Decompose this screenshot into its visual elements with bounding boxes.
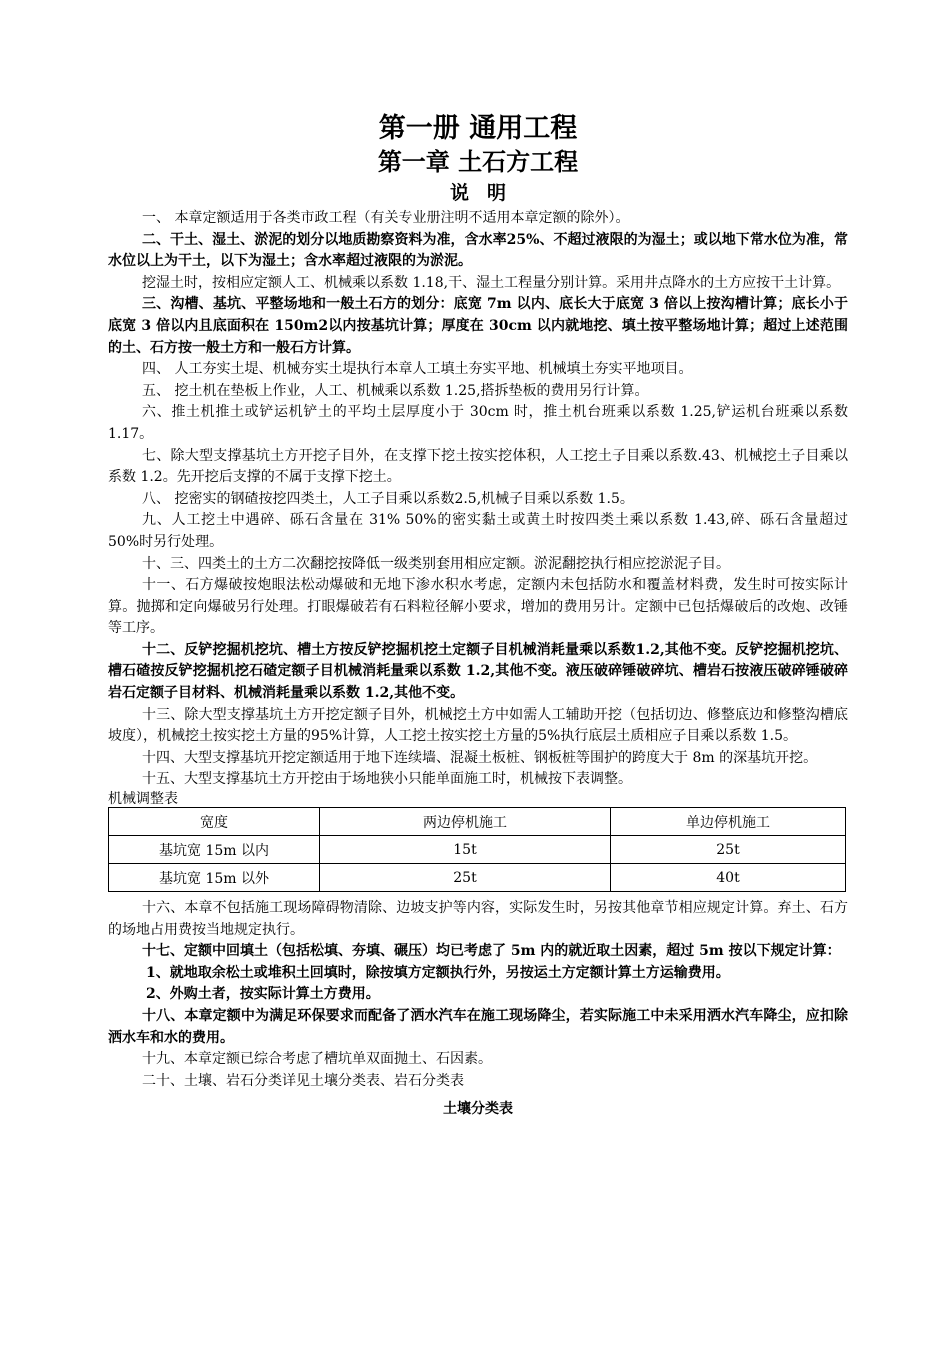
machine-adjustment-table xyxy=(108,807,846,892)
paragraph: 一、 本章定额适用于各类市政工程（有关专业册注明不适用本章定额的除外）。 xyxy=(142,210,630,226)
document-page xyxy=(108,112,848,1120)
paragraph: 二十、土壤、岩石分类详见土壤分类表、岩石分类表 xyxy=(142,1072,464,1089)
table-header-row xyxy=(109,808,846,836)
volume-title: 第一册 通用工程 xyxy=(378,113,578,144)
paragraph: 十八、本章定额中为满足环保要求而配备了洒水汽车在施工现场降尘，若实际施工中未采用洒水汽车降尘，应扣除洒水车和水的费用。 xyxy=(108,1008,848,1046)
table-cell: 40t xyxy=(611,864,846,892)
table-header-cell: 两边停机施工 xyxy=(320,808,611,836)
section-title: 说明 xyxy=(449,182,524,204)
paragraph: 四、 人工夯实土堤、机械夯实土堤执行本章人工填土夯实平地、机械填土夯实平地项目。 xyxy=(142,361,693,378)
paragraph: 八、 挖密实的钢碴按挖四类土，人工子目乘以系数2.5,机械子目乘以系数 1.5。 xyxy=(142,490,634,507)
paragraph: 五、 挖土机在垫板上作业，人工、机械乘以系数 1.25,搭拆垫板的费用另行计算。 xyxy=(142,382,649,399)
paragraph: 六、推土机推土或铲运机铲土的平均土层厚度小于 30cm 时，推土机台班乘以系数 1.25,铲运机台班乘以系数 1.17。 xyxy=(108,404,848,442)
table-header-cell: 单边停机施工 xyxy=(611,808,846,836)
paragraph: 十六、本章不包括施工现场障碍物清除、边坡支护等内容，实际发生时，另按其他章节相应规定计算。弃土、石方的场地占用费按当地规定执行。 xyxy=(108,900,848,938)
paragraph: 十三、除大型支撑基坑土方开挖定额子目外，机械挖土方中如需人工辅助开挖（包括切边、修整底边和修整沟槽底坡度），机械挖土按实挖土方量的95%计算，人工挖土按实挖土方量的5%执行底层土质相应子目乘以系数 1.5。 xyxy=(108,706,848,745)
table-header-cell: 宽度 xyxy=(109,808,320,836)
table-caption: 机械调整表 xyxy=(108,791,178,808)
paragraph: 十五、大型支撑基坑土方开挖由于场地狭小只能单面施工时，机械按下表调整。 xyxy=(142,771,632,788)
paragraph: 十一、石方爆破按炮眼法松动爆破和无地下渗水积水考虑，定额内未包括防水和覆盖材料费，发生时可按实际计算。抛掷和定向爆破另行处理。打眼爆破若有石料粒径解小要求，增加的费用另计。定额中已包括爆破后的改炮、改锤等工序。 xyxy=(108,577,848,637)
chapter-title: 第一章 土石方工程 xyxy=(377,147,579,176)
paragraph: 九、人工挖土中遇碎、砾石含量在 31% 50%的密实黏土或黄土时按四类土乘以系数 1.43,碎、砾石含量超过 50%时另行处理。 xyxy=(108,512,848,550)
paragraphs-block-2 xyxy=(108,898,848,1092)
paragraph: 二、干土、湿土、淤泥的划分以地质勘察资料为准，含水率25%、不超过液限的为湿土；或以地下常水位为准，常水位以上为干土，以下为湿土；含水率超过液限的为淤泥。 xyxy=(108,231,848,270)
paragraph: 七、除大型支撑基坑土方开挖子目外，在支撑下挖土按实挖体积，人工挖土子目乘以系数.43、机械挖土子目乘以系数 1.2。先开挖后支撑的不属于支撑下挖土。 xyxy=(108,447,848,486)
table-cell: 15t xyxy=(320,836,611,864)
table-row xyxy=(109,864,846,892)
soil-classification-title: 土壤分类表 xyxy=(443,1101,513,1118)
paragraph: 挖湿土时，按相应定额人工、机械乘以系数 1.18,干、湿土工程量分别计算。采用井点降水的土方应按干土计算。 xyxy=(142,274,841,291)
paragraph: 十四、大型支撑基坑开挖定额适用于地下连续墙、混凝土板桩、钢板桩等围护的跨度大于 8m 的深基坑开挖。 xyxy=(142,749,818,766)
paragraph: 十九、本章定额已综合考虑了槽坑单双面抛土、石因素。 xyxy=(142,1051,492,1068)
paragraph: 十、三、四类土的土方二次翻挖按降低一级类别套用相应定额。淤泥翻挖执行相应挖淤泥子目。 xyxy=(142,555,730,572)
paragraph: 三、沟槽、基坑、平整场地和一般土石方的划分：底宽 7m 以内、底长大于底宽 3 倍以上按沟槽计算；底长小于底宽 3 倍以内且底面积在 150m2以内按基坑计算；厚度在 30cm 以内就地挖、填土按平整场地计算；超过上述范围的土、石方按一般土方和一般石方计算。 xyxy=(108,296,848,356)
table-cell: 基坑宽 15m 以外 xyxy=(109,864,320,892)
paragraphs-block-1 xyxy=(108,208,848,791)
table-cell: 25t xyxy=(611,836,846,864)
paragraph: 1、就地取余松土或堆积土回填时，除按填方定额执行外，另按运土方定额计算土方运输费用。 xyxy=(146,964,730,981)
paragraph: 十七、定额中回填土（包括松填、夯填、碾压）均已考虑了 5m 内的就近取土因素，超过 5m 按以下规定计算： xyxy=(142,943,841,960)
table-row xyxy=(109,836,846,864)
table-cell: 基坑宽 15m 以内 xyxy=(109,836,320,864)
table-cell: 25t xyxy=(320,864,611,892)
paragraph: 十二、反铲挖掘机挖坑、槽土方按反铲挖掘机挖土定额子目机械消耗量乘以系数1.2,其他不变。反铲挖掘机挖坑、槽石碴按反铲挖掘机挖石碴定额子目机械消耗量乘以系数 1.2,其他不变。液压破碎锤破碎坑、槽岩石按液压破碎锤破碎岩石定额子目材料、机械消耗量乘以系数 1.2,其他不变。 xyxy=(108,641,848,702)
paragraph: 2、外购土者，按实际计算土方费用。 xyxy=(146,986,380,1003)
